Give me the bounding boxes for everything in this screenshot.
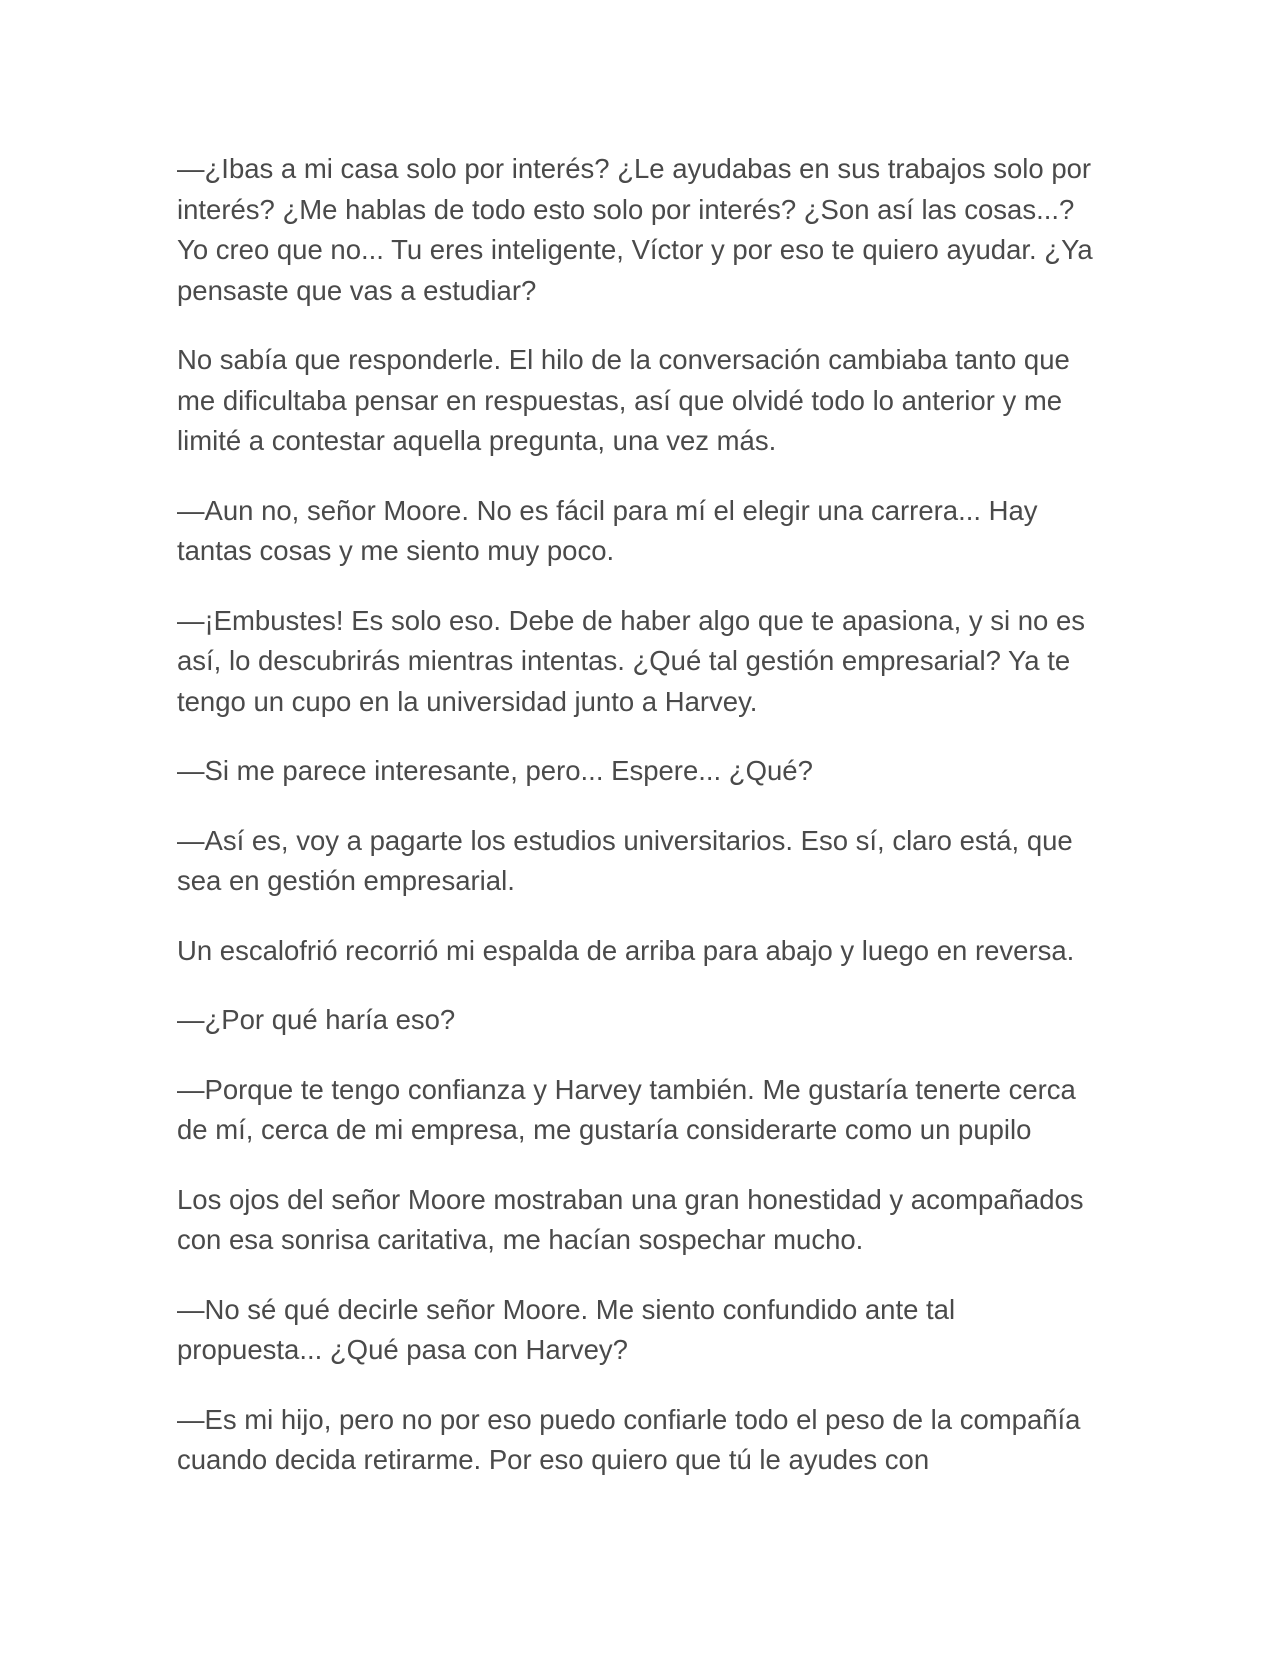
paragraph: —Porque te tengo confianza y Harvey también. Me gustaría tenerte cerca de mí, cerca de mi empresa, me gustaría considerarte como un pupilo	[177, 1073, 1076, 1145]
paragraph: Los ojos del señor Moore mostraban una gran honestidad y acompañados con esa sonrisa caritativa, me hacían sospechar mucho.	[177, 1183, 1084, 1255]
paragraph: —¿Por qué haría eso?	[177, 1004, 456, 1035]
paragraph: —¿Ibas a mi casa solo por interés? ¿Le ayudabas en sus trabajos solo por interés? ¿Me hablas de todo esto solo por interés? ¿Son así las cosas...? Yo creo que no... Tu eres inteligente, Víctor y por eso te quiero ayudar. ¿Ya pensaste que vas a estudiar?	[177, 153, 1093, 306]
paragraph: —Si me parece interesante, pero... Espere... ¿Qué?	[177, 755, 813, 786]
paragraph: —Así es, voy a pagarte los estudios universitarios. Eso sí, claro está, que sea en gestión empresarial.	[177, 824, 1073, 896]
document-page	[177, 149, 1107, 1510]
paragraph: Un escalofrió recorrió mi espalda de arriba para abajo y luego en reversa.	[177, 934, 1075, 966]
paragraph: —Es mi hijo, pero no por eso puedo confiarle todo el peso de la compañía cuando decida retirarme. Por eso quiero que tú le ayudes con	[177, 1403, 1081, 1475]
paragraph: —¡Embustes! Es solo eso. Debe de haber algo que te apasiona, y si no es así, lo descubrirás mientras intentas. ¿Qué tal gestión empresarial? Ya te tengo un cupo en la universidad junto a Harvey.	[177, 604, 1086, 717]
paragraph: No sabía que responderle. El hilo de la conversación cambiaba tanto que me dificultaba pensar en respuestas, así que olvidé todo lo anterior y me limité a contestar aquella pregunta, una vez más.	[177, 344, 1070, 456]
paragraph: —No sé qué decirle señor Moore. Me siento confundido ante tal propuesta... ¿Qué pasa con Harvey?	[177, 1293, 956, 1365]
paragraph: —Aun no, señor Moore. No es fácil para mí el elegir una carrera... Hay tantas cosas y me siento muy poco.	[177, 494, 1038, 566]
